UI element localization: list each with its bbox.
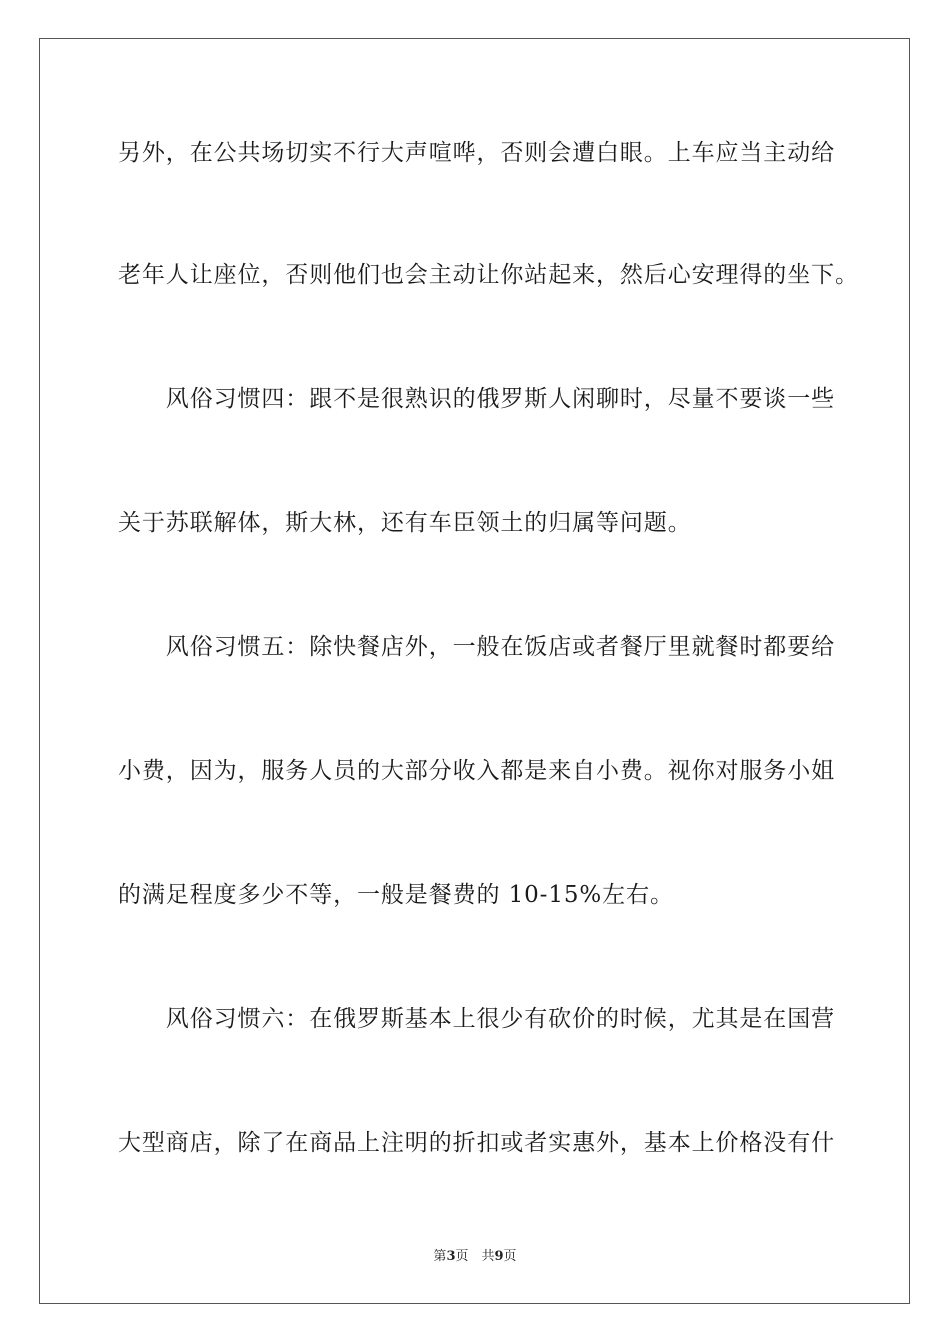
body-line-1: 另外，在公共场切实不行大声喧哗，否则会遭白眼。上车应当主动给 (118, 140, 835, 166)
footer-middle: 页 共 (455, 1249, 495, 1264)
body-line-4: 关于苏联解体，斯大林，还有车臣领土的归属等问题。 (118, 510, 692, 536)
body-line-3: 风俗习惯四：跟不是很熟识的俄罗斯人闲聊时，尽量不要谈一些 (118, 386, 835, 412)
page-number-footer (0, 1248, 950, 1266)
body-line-6: 小费，因为，服务人员的大部分收入都是来自小费。视你对服务小姐 (118, 758, 835, 784)
body-line-9: 大型商店，除了在商品上注明的折扣或者实惠外，基本上价格没有什 (118, 1130, 835, 1156)
body-line-8: 风俗习惯六：在俄罗斯基本上很少有砍价的时候，尤其是在国营 (118, 1006, 835, 1032)
body-line-2: 老年人让座位，否则他们也会主动让你站起来，然后心安理得的坐下。 (118, 262, 859, 288)
footer-prefix: 第 (433, 1249, 447, 1264)
page-border (39, 38, 910, 1304)
footer-suffix: 页 (503, 1249, 517, 1264)
body-line-7: 的满足程度多少不等，一般是餐费的 10-15%左右。 (118, 882, 674, 908)
total-pages-number: 9 (494, 1249, 504, 1264)
current-page-number: 3 (446, 1249, 456, 1264)
body-line-5: 风俗习惯五：除快餐店外，一般在饭店或者餐厅里就餐时都要给 (118, 634, 835, 660)
